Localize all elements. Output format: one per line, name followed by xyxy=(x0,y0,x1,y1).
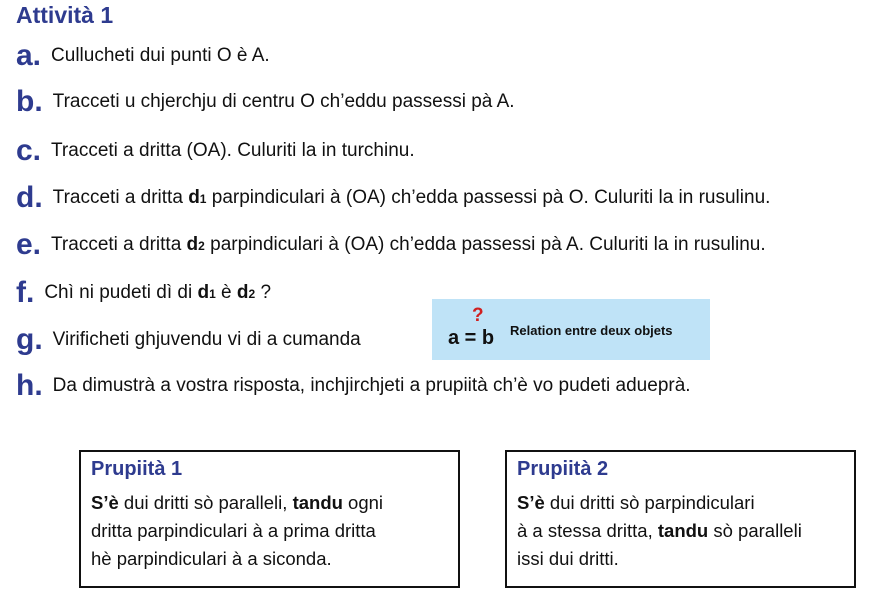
step-d xyxy=(16,178,770,218)
step-letter: e. xyxy=(16,228,42,261)
text-part: Tracceti a dritta xyxy=(52,187,189,208)
property-box-2 xyxy=(505,450,856,588)
text-part: Tracceti a dritta xyxy=(51,234,187,255)
bold-text: S’è xyxy=(517,492,545,513)
property-title: Prupiità 2 xyxy=(517,458,609,480)
property-body xyxy=(517,489,844,573)
step-letter: d. xyxy=(16,181,43,214)
step-letter: a. xyxy=(16,39,42,72)
question-mark-icon: ? xyxy=(472,305,484,326)
step-c xyxy=(16,131,415,171)
text-part: è xyxy=(215,282,237,303)
property-line xyxy=(91,545,448,573)
symbol-index: 2 xyxy=(248,287,256,301)
step-text xyxy=(51,234,766,256)
relation-command-button[interactable] xyxy=(432,299,710,360)
symbol-letter: d xyxy=(188,187,200,208)
step-text: Tracceti u chjerchju di centru O ch’eddu passessi pà A. xyxy=(52,91,515,112)
bold-text: tandu xyxy=(292,492,343,513)
symbol-letter: d xyxy=(197,282,210,303)
property-box-1 xyxy=(79,450,460,588)
symbol-index: 2 xyxy=(198,239,205,253)
line-symbol xyxy=(237,282,255,303)
text-part: parpindiculari à (OA) ch’edda passessi pà O. Culuriti la in rusulinu. xyxy=(206,187,771,208)
line-symbol xyxy=(187,234,205,255)
property-line xyxy=(517,489,844,517)
property-line xyxy=(91,489,448,517)
property-line xyxy=(517,517,844,545)
step-letter: f. xyxy=(16,276,35,309)
plain-text: sò paralleli xyxy=(708,520,802,541)
step-letter: h. xyxy=(16,369,43,402)
step-b xyxy=(16,82,515,122)
plain-text: ogni xyxy=(342,492,384,513)
plain-text: dui dritti sò paralleli, xyxy=(118,492,293,513)
equation-icon: a = b xyxy=(448,327,495,349)
activity-title: Attività 1 xyxy=(16,2,114,28)
symbol-index: 1 xyxy=(209,287,216,301)
plain-text: hè parpindiculari à a siconda. xyxy=(91,548,332,569)
property-line xyxy=(517,545,844,573)
text-part: ? xyxy=(255,282,272,303)
plain-text: dui dritti sò parpindiculari xyxy=(544,492,755,513)
plain-text: dritta parpindiculari à a prima dritta xyxy=(91,520,376,541)
property-line xyxy=(91,517,448,545)
symbol-index: 1 xyxy=(199,192,207,206)
step-h xyxy=(16,366,691,406)
symbol-letter: d xyxy=(186,234,199,255)
step-g xyxy=(16,320,361,360)
symbol-letter: d xyxy=(236,282,249,303)
property-title: Prupiità 1 xyxy=(91,458,183,480)
property-body xyxy=(91,489,448,573)
step-letter: g. xyxy=(16,323,43,356)
step-f xyxy=(16,273,271,313)
step-text: Cullucheti dui punti O è A. xyxy=(51,45,270,66)
line-symbol xyxy=(197,282,215,303)
step-text xyxy=(44,282,271,304)
step-e xyxy=(16,225,766,265)
bold-text: tandu xyxy=(657,520,709,541)
bold-text: S’è xyxy=(91,492,119,513)
step-letter: c. xyxy=(16,134,42,167)
command-label: Relation entre deux objets xyxy=(510,323,673,338)
text-part: parpindiculari à (OA) ch’edda passessi pà A. Culuriti la in rusulinu. xyxy=(204,234,766,255)
plain-text: issi dui dritti. xyxy=(517,548,619,569)
step-text: Da dimustrà a vostra risposta, inchjirchjeti a prupiità ch’è vo pudeti adueprà. xyxy=(52,375,691,396)
step-letter: b. xyxy=(16,85,43,118)
text-part: Chì ni pudeti dì di xyxy=(44,282,198,303)
step-text: Tracceti a dritta (OA). Culuriti la in turchinu. xyxy=(51,140,415,161)
step-text: Virificheti ghjuvendu vi di a cumanda xyxy=(52,329,361,350)
line-symbol xyxy=(188,187,206,208)
step-text xyxy=(53,187,771,209)
step-a xyxy=(16,36,270,76)
plain-text: à a stessa dritta, xyxy=(517,520,658,541)
